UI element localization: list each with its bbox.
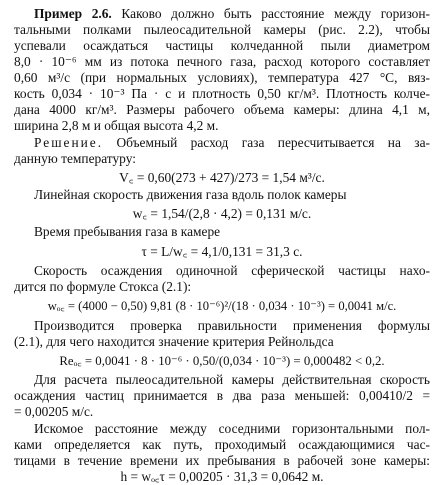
example-line-2: тальными полками пылеосадительной камеры (рис. 2.2), чтобы bbox=[14, 22, 430, 37]
solution-label: Решение. bbox=[34, 135, 104, 150]
example-number: Пример 2.6. bbox=[34, 6, 112, 21]
text-distance-1: Искомое расстояние между соседними горизонтальными пол- bbox=[34, 421, 430, 436]
example-line-4: 8,0 · 10⁻⁶ мм из потока печного газа, расход которого составляет bbox=[14, 54, 430, 69]
equation-settling-velocity: wₒ꜀ = (4000 − 0,50) 9,81 (8 · 10⁻⁶)²/(18 · 0,034 · 10⁻³) = 0,0041 м/с. bbox=[47, 299, 397, 313]
example-line-7: дана 4000 кг/м³. Размеры рабочего объема камеры: длина 4,1 м, bbox=[14, 102, 430, 117]
equation-reynolds: Reₒ꜀ = 0,0041 · 8 · 10⁻⁶ · 0,50/(0,034 · 10⁻³) = 0,000482 < 0,2. bbox=[59, 354, 385, 368]
equation-linear-speed: w꜀ = 1,54/(2,8 · 4,2) = 0,131 м/с. bbox=[132, 206, 312, 221]
solution-intro: Объемный расход газа пересчитывается на за- bbox=[116, 135, 430, 150]
text-distance-2: ками определяется как путь, проходимый осаждающимися час- bbox=[14, 437, 430, 452]
text-distance-3: тицами в течение времени их пребывания в рабочей зоне камеры: bbox=[14, 453, 430, 468]
equation-shelf-distance: h = wₒ꜀τ = 0,00205 · 31,3 = 0,0642 м. bbox=[120, 469, 324, 484]
text-stokes-2: дится по формуле Стокса (2.1): bbox=[14, 279, 192, 294]
text-design-2: осаждения частиц принимается в два раза меньшей: 0,00410/2 = bbox=[14, 388, 430, 403]
equation-volume-flow: V꜀ = 0,60(273 + 427)/273 = 1,54 м³/с. bbox=[119, 170, 325, 185]
example-line-3: успевали осаждаться частицы колчеданной пыли диаметром bbox=[14, 38, 430, 53]
text-design-1: Для расчета пылеосадительной камеры действительная скорость bbox=[34, 372, 430, 387]
text-design-3: = 0,00205 м/с. bbox=[14, 404, 94, 419]
example-line-1 bbox=[34, 6, 430, 22]
text-residence-time: Время пребывания газа в камере bbox=[34, 224, 221, 239]
example-line-8: ширина 2,8 м и общая высота 4,2 м. bbox=[14, 118, 219, 133]
example-line-6: кость 0,034 · 10⁻³ Па · с и плотность 0,50 кг/м³. Плотность колче- bbox=[14, 86, 430, 101]
text-linear-speed: Линейная скорость движения газа вдоль полок камеры bbox=[34, 187, 347, 202]
text-check-2: (2.1), для чего находится значение критерия Рейнольдса bbox=[14, 334, 334, 349]
equation-residence-time: τ = L/w꜀ = 4,1/0,131 = 31,3 с. bbox=[141, 244, 303, 259]
text-check-1: Производится проверка правильности применения формулы bbox=[34, 318, 430, 333]
solution-line-2: данную температуру: bbox=[14, 151, 136, 166]
text-stokes-1: Скорость осаждения одиночной сферической частицы нахо- bbox=[34, 263, 430, 278]
solution-line-1 bbox=[34, 135, 430, 151]
example-line-5: 0,60 м³/с (при нормальных условиях), температура 427 °С, вяз- bbox=[14, 70, 430, 85]
example-text: Каково должно быть расстояние между горизон- bbox=[121, 6, 430, 21]
